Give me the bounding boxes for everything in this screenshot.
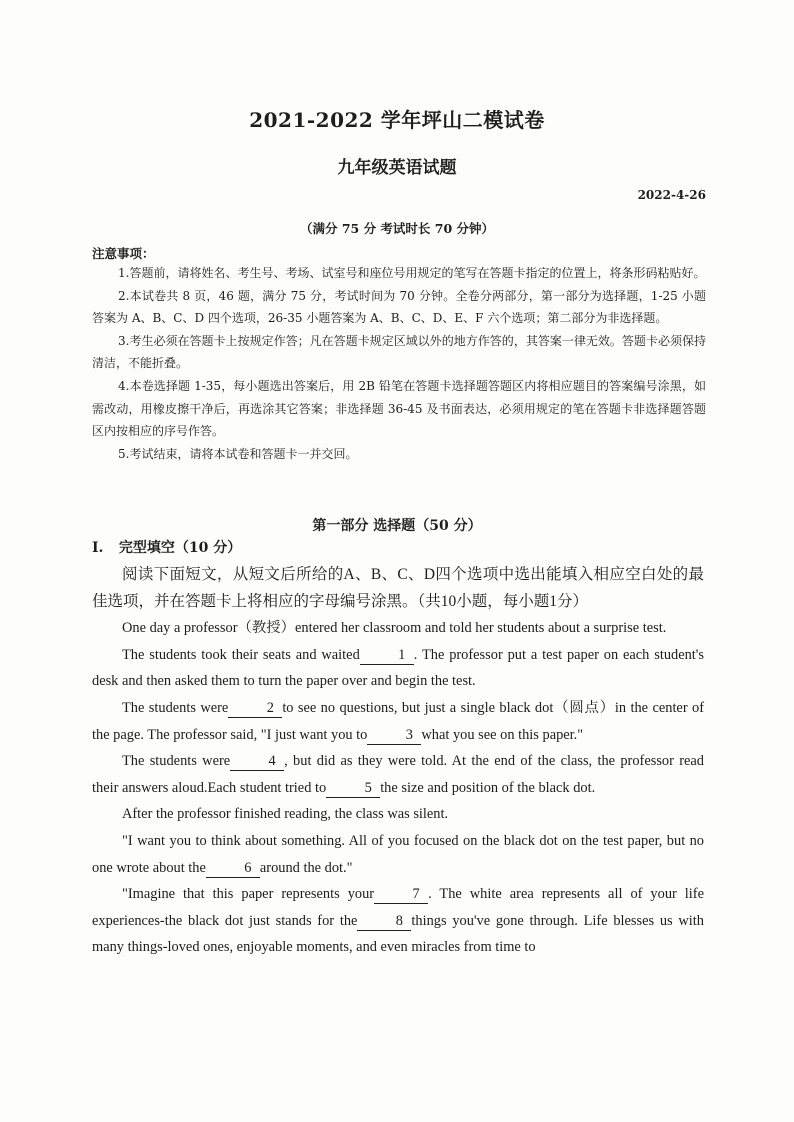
blank-8: 8 <box>357 912 411 931</box>
notice-item: 4.本卷选择题 1-35，每小题选出答案后，用 2B 铅笔在答题卡选择题答题区内将相应题目的答案编号涂黑，如需改动，用橡皮擦干净后，再选涂其它答案；非选择题 36-45 及书面表达，必须用规定的笔在答题卡非选择题答题区内按相应的序号作答。 <box>92 378 706 439</box>
section-number: I. <box>92 540 104 556</box>
section-title: 完型填空（10 分） <box>118 540 242 556</box>
notice-list <box>92 262 706 465</box>
notice-item: 3.考生必须在答题卡上按规定作答；凡在答题卡规定区域以外的地方作答的，其答案一律无效。答题卡必须保持清洁，不能折叠。 <box>92 333 706 371</box>
notice-item: 5.考试结束，请将本试卷和答题卡一并交回。 <box>118 446 358 461</box>
passage-text: "I want you to think about something. All of you focused on the black dot on the test paper, but no one wrote about the <box>92 832 704 876</box>
notice-item: 2.本试卷共 8 页，46 题，满分 75 分，考试时间为 70 分钟。全卷分两部分，第一部分为选择题，1-25 小题答案为 A、B、C、D 四个选项，26-35 小题答案为 A、B、C、D、E、F 六个选项；第二部分为非选择题。 <box>92 288 706 326</box>
passage-text: The students were <box>122 699 229 716</box>
passage-paragraph: After the professor finished reading, the class was silent. <box>122 806 449 823</box>
exam-subtitle: 九年级英语试题 <box>337 158 457 178</box>
passage-text: things you've gone through. Life blesses us with many things-loved ones, enjoyable moments, and even miracles from time to <box>92 912 704 956</box>
passage-paragraph <box>92 642 704 695</box>
section-heading <box>92 537 241 557</box>
blank-1: 1 <box>360 646 414 665</box>
blank-2: 2 <box>228 699 282 718</box>
passage-paragraph: One day a professor（教授）entered her classroom and told her students about a surprise test. <box>122 620 667 637</box>
passage-paragraph <box>92 828 704 881</box>
passage-paragraph <box>92 881 704 961</box>
section-instructions: 阅读下面短文，从短文后所给的A、B、C、D四个选项中选出能填入相应空白处的最佳选项，并在答题卡上将相应的字母编号涂黑。（共10小题，每小题1分） <box>92 566 704 610</box>
blank-3: 3 <box>367 726 421 745</box>
passage-paragraph <box>92 748 704 801</box>
passage-text: to see no questions, but just a single black dot（圆点）in the center of the page. The professor said, "I just want you to <box>92 699 705 743</box>
blank-7: 7 <box>374 885 428 904</box>
blank-6: 6 <box>206 859 260 878</box>
blank-4: 4 <box>230 752 284 771</box>
passage-text: "Imagine that this paper represents your <box>122 886 375 903</box>
blank-5: 5 <box>326 779 380 798</box>
passage-text: around the dot." <box>259 859 353 876</box>
passage-text: The students took their seats and waited <box>122 646 360 663</box>
passage-text: what you see on this paper." <box>421 726 584 743</box>
score-info: （满分 75 分 考试时长 70 分钟） <box>299 221 495 236</box>
passage-text: . The white area represents all of your life experiences-the black dot just stands for the <box>92 886 704 929</box>
passage-text: the size and position of the black dot. <box>380 779 596 796</box>
passage-text: The students were <box>122 753 231 770</box>
notice-item: 1.答题前，请将姓名、考生号、考场、试室号和座位号用规定的笔写在答题卡指定的位置上，将条形码粘贴好。 <box>118 266 706 280</box>
passage-text: , but did as they were told. At the end of the class, the professor read their answers aloud.Each student tried to <box>92 753 704 796</box>
cloze-passage <box>92 562 704 961</box>
exam-date: 2022-4-26 <box>637 188 706 202</box>
notice-heading: 注意事项： <box>92 246 155 261</box>
exam-title: 2021-2022 学年坪山二模试卷 <box>249 108 545 132</box>
part-heading: 第一部分 选择题（50 分） <box>312 518 482 534</box>
passage-paragraph <box>92 695 704 748</box>
passage-text: . The professor put a test paper on each student's desk and then asked them to turn the paper over and begin the test. <box>92 646 704 690</box>
